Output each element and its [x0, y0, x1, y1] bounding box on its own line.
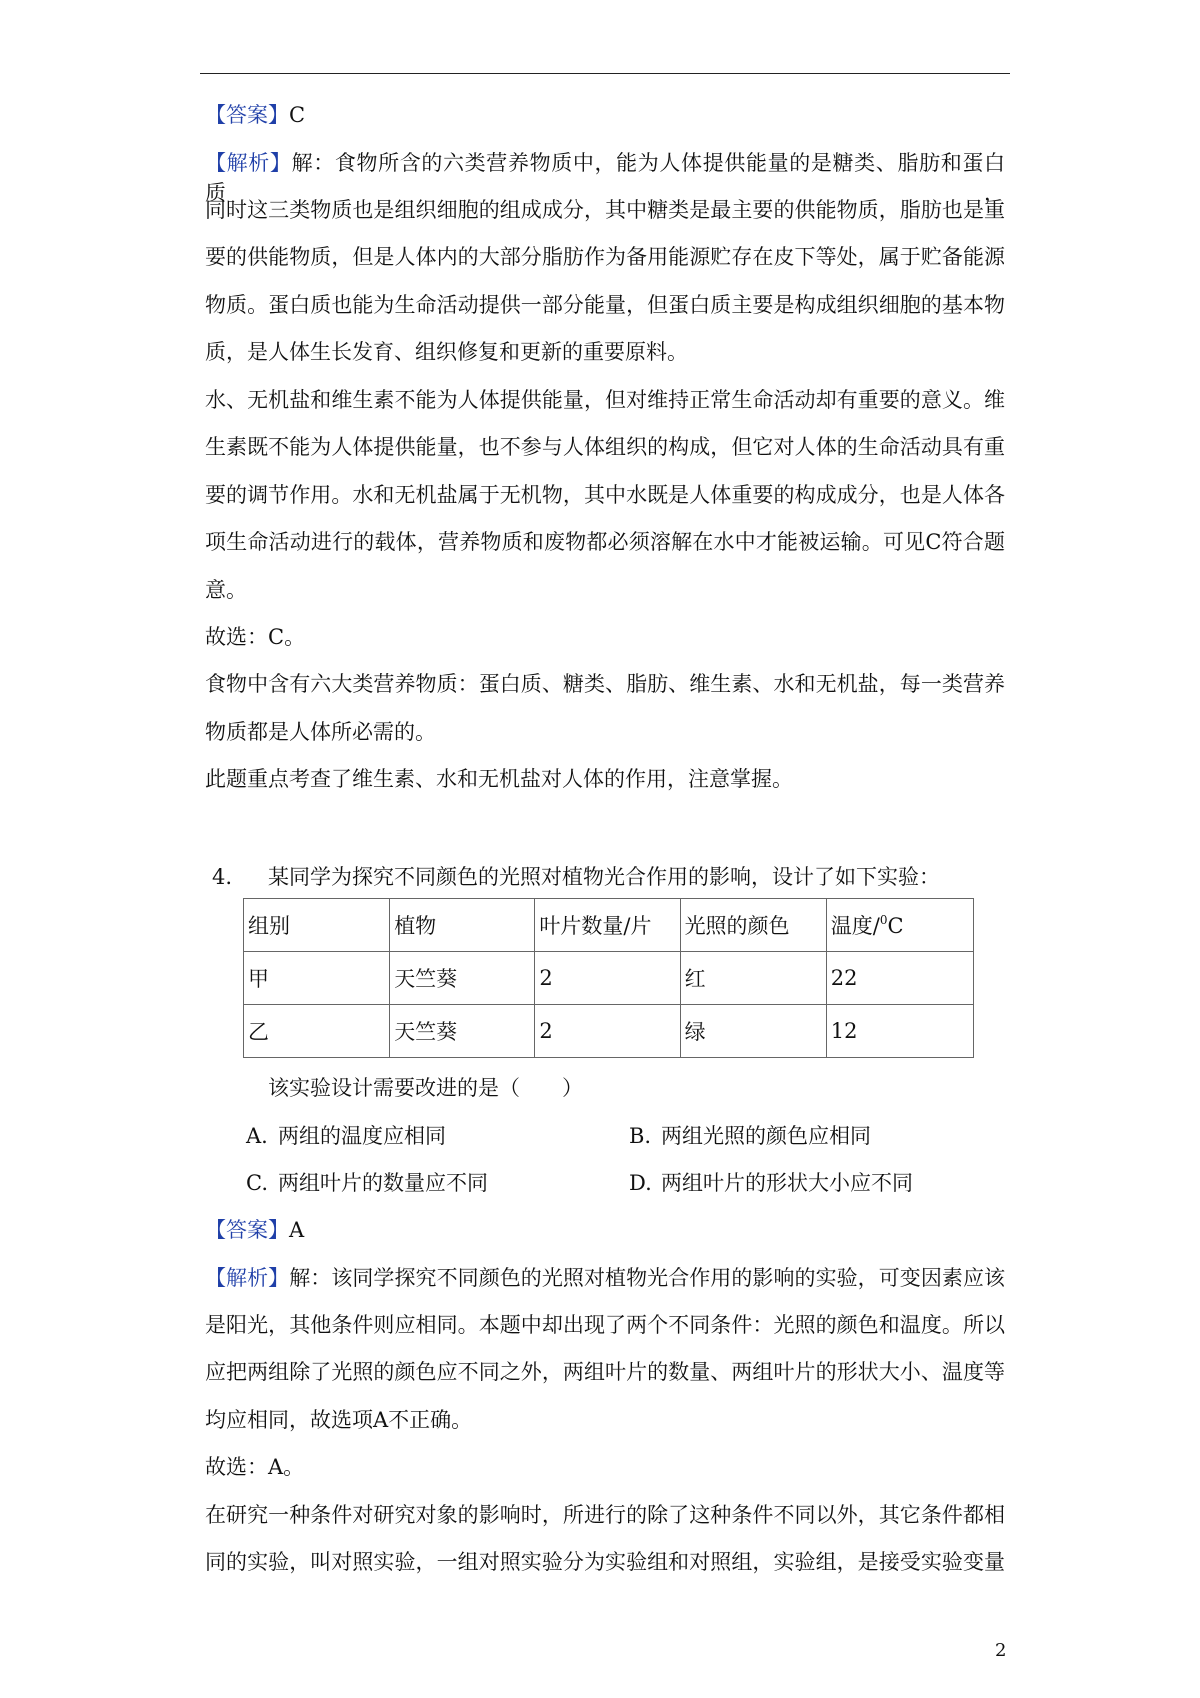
q3-answer — [205, 100, 305, 130]
question-number: 4. — [212, 865, 233, 889]
q3-analysis-line: 此题重点考查了维生素、水和无机盐对人体的作用，注意掌握。 — [205, 767, 793, 791]
table-row — [244, 1005, 974, 1058]
answer-tag: 【答案】 — [205, 1218, 289, 1242]
table-header-cell: 叶片数量/片 — [535, 899, 680, 952]
q3-analysis-line: 要的调节作用。水和无机盐属于无机物，其中水既是人体重要的构成成分，也是人体各 — [205, 483, 1005, 507]
q4-analysis-line: 在研究一种条件对研究对象的影响时，所进行的除了这种条件不同以外，其它条件都相 — [205, 1503, 1005, 1527]
answer-tag: 【答案】 — [205, 103, 289, 127]
option-d: D. 两组叶片的形状大小应不同 — [629, 1171, 913, 1195]
q3-analysis-line: 同时这三类物质也是组织细胞的组成成分，其中糖类是最主要的供能物质，脂肪也是重 — [205, 198, 1005, 222]
table-header-cell: 温度/$^0$C — [826, 899, 973, 952]
table-cell: 22 — [826, 952, 973, 1005]
analysis-tag: 【解析】 — [205, 1266, 290, 1290]
q3-analysis-line: 要的供能物质，但是人体内的大部分脂肪作为备用能源贮存在皮下等处，属于贮备能源 — [205, 245, 1005, 269]
q4-analysis-line: 【解析】解：该同学探究不同颜色的光照对植物光合作用的影响的实验，可变因素应该 — [205, 1266, 1005, 1290]
q3-analysis-line: 项生命活动进行的载体，营养物质和废物都必须溶解在水中才能被运输。可见C符合题 — [205, 530, 1005, 554]
q3-analysis-line: 生素既不能为人体提供能量，也不参与人体组织的构成，但它对人体的生命活动具有重 — [205, 435, 1005, 459]
table-cell: 2 — [535, 952, 680, 1005]
option-b: B. 两组光照的颜色应相同 — [629, 1124, 871, 1148]
q3-analysis-line: 食物中含有六大类营养物质：蛋白质、糖类、脂肪、维生素、水和无机盐，每一类营养 — [205, 672, 1005, 696]
table-cell: 甲 — [244, 952, 390, 1005]
table-cell: 红 — [680, 952, 826, 1005]
table-cell: 12 — [826, 1005, 973, 1058]
option-a: A. 两组的温度应相同 — [246, 1124, 446, 1148]
table-header-row — [244, 899, 974, 952]
table-cell: 乙 — [244, 1005, 390, 1058]
table-header-cell: 组别 — [244, 899, 390, 952]
table-cell: 绿 — [680, 1005, 826, 1058]
q4-answer — [205, 1215, 304, 1245]
table-cell: 天竺葵 — [390, 1005, 535, 1058]
analysis-tag: 【解析】 — [205, 151, 292, 175]
q3-analysis-line: 水、无机盐和维生素不能为人体提供能量，但对维持正常生命活动却有重要的意义。维 — [205, 388, 1005, 412]
q3-analysis-line: 意。 — [205, 578, 247, 602]
table-row — [244, 952, 974, 1005]
header-rule — [200, 73, 1010, 74]
experiment-table — [243, 898, 974, 1058]
option-c: C. 两组叶片的数量应不同 — [246, 1171, 488, 1195]
q4-analysis-line: 同的实验，叫对照实验，一组对照实验分为实验组和对照组，实验组，是接受实验变量 — [205, 1550, 1005, 1574]
table-header-cell: 植物 — [390, 899, 535, 952]
degree-superscript: 0 — [879, 913, 888, 927]
page-number: 2 — [995, 1640, 1007, 1661]
q4-analysis-line: 均应相同，故选项A不正确。 — [205, 1408, 473, 1432]
table-cell: 天竺葵 — [390, 952, 535, 1005]
question-stem: 某同学为探究不同颜色的光照对植物光合作用的影响，设计了如下实验： — [268, 865, 940, 889]
q3-analysis-line: 物质。蛋白质也能为生命活动提供一部分能量，但蛋白质主要是构成组织细胞的基本物 — [205, 293, 1005, 317]
q4-analysis-line: 应把两组除了光照的颜色应不同之外，两组叶片的数量、两组叶片的形状大小、温度等 — [205, 1360, 1005, 1384]
q3-analysis-line: 质，是人体生长发育、组织修复和更新的重要原料。 — [205, 340, 688, 364]
answer-value: A — [289, 1218, 305, 1242]
answer-value: C — [289, 103, 306, 127]
table-cell: 2 — [535, 1005, 680, 1058]
q4-analysis-line: 是阳光，其他条件则应相同。本题中却出现了两个不同条件：光照的颜色和温度。所以 — [205, 1313, 1005, 1337]
q3-analysis-line: 物质都是人体所必需的。 — [205, 720, 436, 744]
q3-analysis-line: 【解析】解：食物所含的六类营养物质中，能为人体提供能量的是糖类、脂肪和蛋白质， — [205, 151, 1006, 205]
question-prompt: 该实验设计需要改进的是（ ） — [268, 1076, 583, 1100]
table-header-cell: 光照的颜色 — [680, 899, 826, 952]
q4-analysis-line: 故选：A。 — [205, 1455, 305, 1479]
q3-analysis-line: 故选：C。 — [205, 625, 306, 649]
